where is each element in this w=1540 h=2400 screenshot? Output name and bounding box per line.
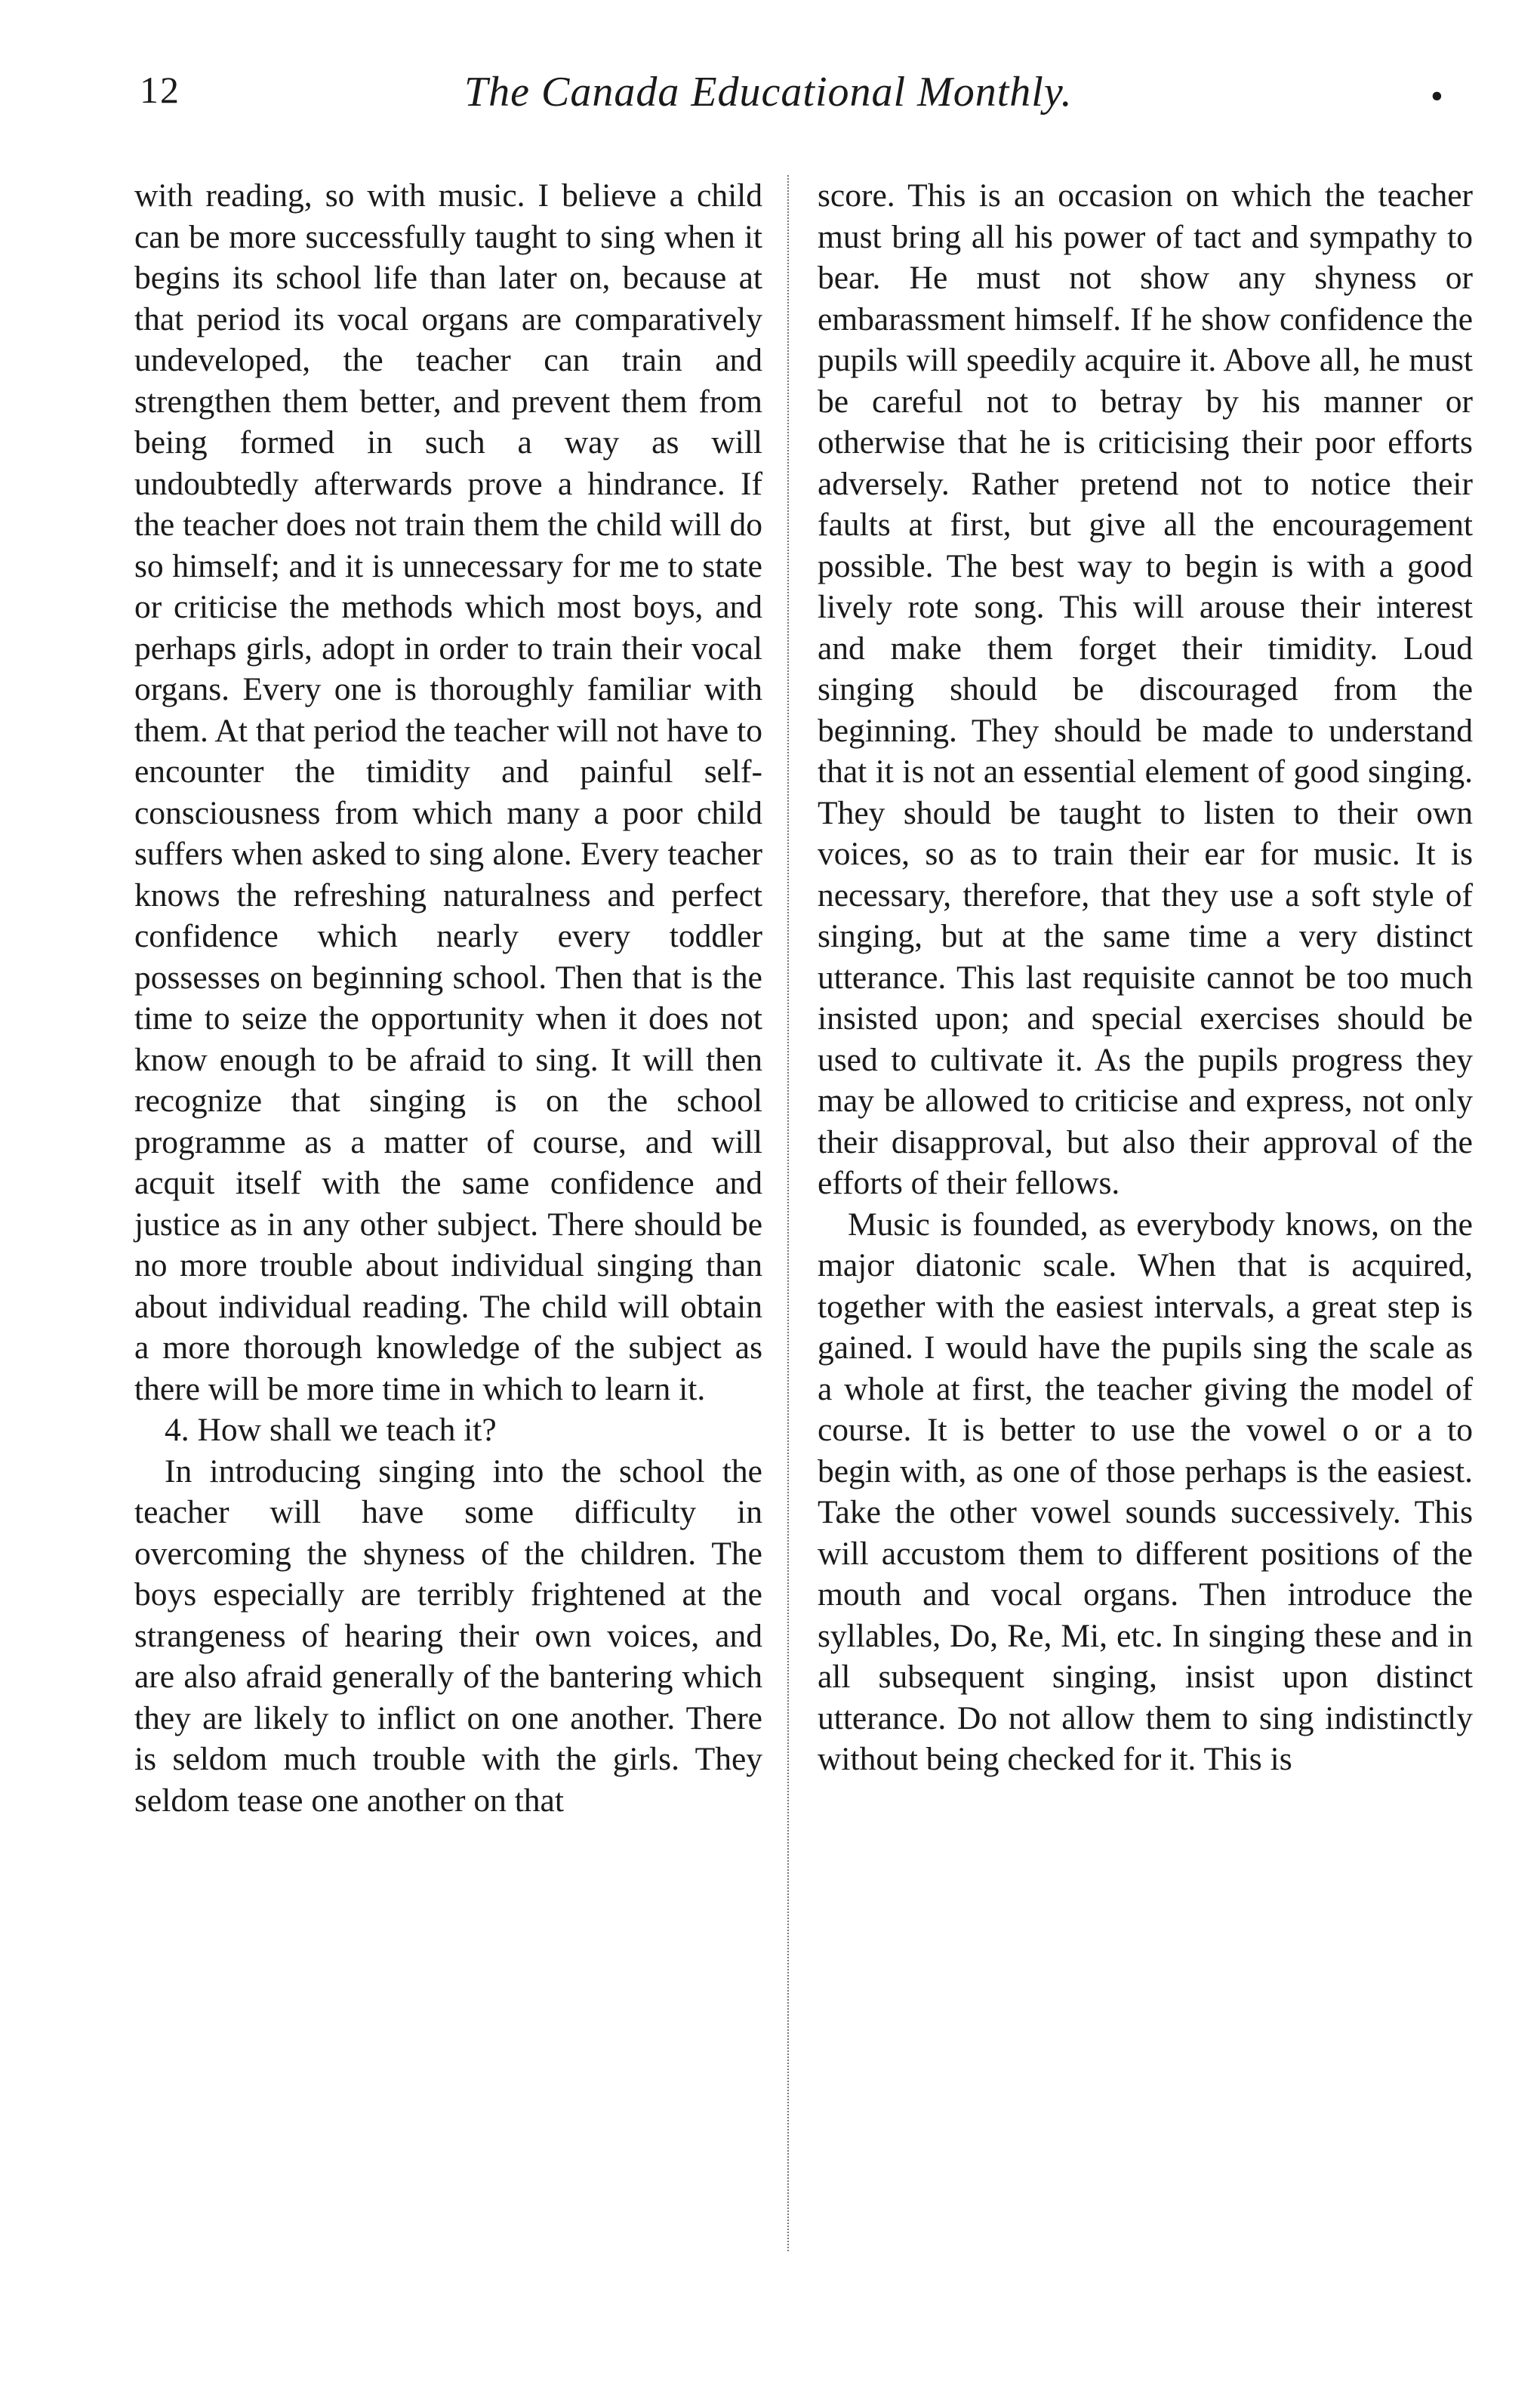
left-paragraph-1: with reading, so with music. I believe a child can be more successfully taught to sing when it begins its school life than later on, because at that period its vocal organs are comparatively undeveloped, the teacher can train and strengthen them better, and prevent them from being formed in such a way as will undoubtedly afterwards prove a hindrance. If the teacher does not train them the child will do so himself; and it is unnecessary for me to state or criticise the methods which most boys, and perhaps girls, adopt in order to train their vocal organs. Every one is thoroughly familiar with them. At that period the teacher will not have to encounter the timidity and painful self-consciousness from which many a poor child suffers when asked to sing alone. Every teacher knows the refreshing naturalness and perfect confidence which nearly every toddler possesses on beginning school. Then that is the time to seize the opportunity when it does not know enough to be afraid to sing. It will then recognize that singing is on the school programme as a matter of course, and will acquit itself with the same confidence and justice as in any other subject. There should be no more trouble about individual singing than about individual reading. The child will obtain a more thorough knowledge of the subject as there will be more time in which to learn it. [134, 177, 762, 1407]
journal-title: The Canada Educational Monthly. [464, 69, 1073, 116]
left-column [134, 175, 762, 1821]
page-number: 12 [140, 69, 180, 111]
page-header [140, 68, 1468, 136]
left-paragraph-2: In introducing singing into the school the teacher will have some difficulty in overcoming the shyness of the children. The boys especially are terribly frightened at the strangeness of hearing their own voices, and are also afraid generally of the bantering which they are likely to inflict on one another. There is seldom much trouble with the girls. They seldom tease one another on that [134, 1453, 762, 1819]
right-column [818, 175, 1473, 1780]
right-paragraph-1: score. This is an occasion on which the teacher must bring all his power of tact and sympathy to bear. He must not show any shyness or embarassment himself. If he show confidence the pupils will speedily acquire it. Above all, he must be careful not to betray by his manner or otherwise that he is criticising their poor efforts adversely. Rather pretend not to notice their faults at first, but give all the encouragement possible. The best way to begin is with a good lively rote song. This will arouse their interest and make them forget their timidity. Loud singing should be discouraged from the beginning. They should be made to understand that it is not an essential element of good singing. They should be taught to listen to their own voices, so as to train their ear for music. It is necessary, therefore, that they use a soft style of singing, but at the same time a very distinct utterance. This last requisite cannot be too much insisted upon; and special exercises should be used to cultivate it. As the pupils progress they may be allowed to criticise and express, not only their disapproval, but also their approval of the efforts of their fellows. [818, 177, 1473, 1201]
section-heading-4: 4. How shall we teach it? [165, 1412, 497, 1448]
header-mark: • [1431, 76, 1443, 116]
column-divider [787, 175, 789, 2251]
right-paragraph-2: Music is founded, as everybody knows, on the major diatonic scale. When that is acquired, together with the easiest intervals, a great step is gained. I would have the pupils sing the scale as a whole at first, the teacher giving the model of course. It is better to use the vowel o or a to begin with, as one of those perhaps is the easiest. Take the other vowel sounds successively. This will accustom them to different positions of the mouth and vocal organs. Then introduce the syllables, Do, Re, Mi, etc. In singing these and in all subsequent singing, insist upon distinct utterance. Do not allow them to sing indistinctly without being checked for it. This is [818, 1206, 1473, 1777]
